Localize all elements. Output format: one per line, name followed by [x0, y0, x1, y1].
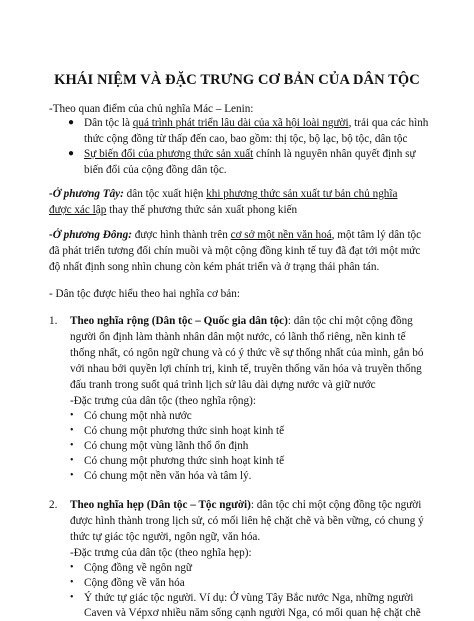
intro-bullet-2: [84, 146, 416, 162]
bullet-icon: •: [70, 410, 74, 421]
bullet-icon: ●: [68, 148, 75, 159]
broad-line2: người ổn định làm thành nhân dân một nước, có lãnh thổ riêng, nền kinh tế: [70, 331, 406, 343]
list-item: Có chung một phương thức sinh hoạt kinh tế: [84, 425, 285, 437]
list-item: Có chung một nền văn hóa và tâm lý.: [84, 470, 252, 482]
bullet-icon: •: [70, 577, 74, 588]
list-number: 2.: [49, 499, 58, 511]
intro-heading: -Theo quan điểm của chủ nghĩa Mác – Lenin:: [49, 103, 254, 115]
west-paragraph: [49, 186, 397, 202]
broad-features-heading: -Đặc trưng của dân tộc (theo nghĩa rộng):: [70, 395, 256, 407]
bullet-icon: •: [70, 592, 74, 603]
list-number: 1.: [49, 315, 58, 327]
list-item: Có chung một nhà nước: [84, 410, 192, 422]
list-item: Có chung một phương thức sinh hoạt kinh tế: [84, 455, 285, 467]
east-paragraph: [49, 227, 421, 243]
text-run: dân tộc xuất hiện: [123, 188, 207, 200]
text-run: , một tâm lý dân tộc: [331, 229, 422, 241]
text-run: thay thế phương thức sản xuất phong kiến: [106, 204, 298, 216]
broad-label: Theo nghĩa rộng (Dân tộc – Quốc gia dân tộc): [70, 315, 288, 327]
text-run: : dân tộc chỉ một cộng đồng: [287, 315, 413, 327]
list-item: Ý thức tự giác tộc người. Ví dụ: Ở vùng Tây Bắc nước Nga, những người: [84, 592, 414, 604]
classify-heading: - Dân tộc được hiểu theo hai nghĩa cơ bản:: [49, 288, 240, 300]
east-label: -Ở phương Đông:: [49, 229, 132, 241]
underlined-text: khi phương thức sản xuất tư bản chủ nghĩa: [206, 188, 398, 200]
broad-line4: với nhau bởi quyền lợi chính trị, kinh tế, truyền thống văn hóa và truyền thống: [70, 363, 422, 375]
list-item-cont: Caven và Vépxơ nhiều năm sống cạnh người Nga, có mối quan hệ chặt chẽ: [84, 607, 421, 619]
bullet-icon: •: [70, 562, 74, 573]
text-run: chính là nguyên nhân quyết định sự: [253, 148, 416, 160]
text-run: , trải qua các hình: [348, 117, 429, 129]
text-run: : dân tộc chỉ một cộng đồng tộc người: [250, 499, 422, 511]
underlined-text: cơ sở một nền văn hoá: [230, 229, 332, 241]
bullet-icon: •: [70, 470, 74, 481]
broad-heading: [70, 313, 413, 329]
intro-bullet-1-cont: thức cộng đồng từ thấp đến cao, bao gồm: thị tộc, bộ lạc, bộ tộc, dân tộc: [84, 133, 408, 145]
narrow-features-heading: -Đặc trưng của dân tộc (theo nghĩa hẹp):: [70, 547, 252, 559]
bullet-icon: •: [70, 425, 74, 436]
west-paragraph-cont: [49, 202, 297, 218]
east-paragraph-line2: đã phát triển tương đối chín muồi và một cộng đồng kinh tế tuy đã đạt tới một mức: [49, 245, 421, 257]
west-label: -Ở phương Tây:: [49, 188, 124, 200]
narrow-label: Theo nghĩa hẹp (Dân tộc – Tộc người): [70, 499, 251, 511]
underlined-text: quá trình phát triển lâu dài của xã hội loài người: [132, 117, 349, 129]
document-title: KHÁI NIỆM VÀ ĐẶC TRƯNG CƠ BẢN CỦA DÂN TỘC: [54, 72, 420, 88]
list-item: Có chung một vùng lãnh thổ ổn định: [84, 440, 249, 452]
underlined-text: được xác lập: [49, 204, 107, 216]
intro-bullet-1: [84, 115, 428, 131]
text-run: Dân tộc là: [84, 117, 133, 129]
broad-line3: thống nhất, có ngôn ngữ chung và có ý thức về sự thống nhất của mình, gắn bó: [70, 347, 424, 359]
list-item: Cộng đồng về ngôn ngữ: [84, 562, 192, 574]
text-run: được hình thành trên: [131, 229, 231, 241]
narrow-heading: [70, 497, 421, 513]
bullet-icon: ●: [68, 117, 75, 128]
underlined-text: Sự biến đổi của phương thức sản xuất: [84, 148, 254, 160]
narrow-line3: thức tự giác tộc người, ngôn ngữ, văn hóa.: [70, 531, 261, 543]
intro-bullet-2-cont: biến đổi của cộng đồng dân tộc.: [84, 164, 227, 176]
list-item: Cộng đồng về văn hóa: [84, 577, 185, 589]
broad-line5: đấu tranh trong suốt quá trình lịch sử lâu dài dựng nước và giữ nước: [70, 379, 376, 391]
east-paragraph-line3: độ nhất định song nhìn chung còn kém phát triển và ở trạng thái phân tán.: [49, 261, 380, 273]
bullet-icon: •: [70, 455, 74, 466]
narrow-line2: được hình thành trong lịch sử, có mối liên hệ chặt chẽ và bền vững, có chung ý: [70, 515, 424, 527]
bullet-icon: •: [70, 440, 74, 451]
